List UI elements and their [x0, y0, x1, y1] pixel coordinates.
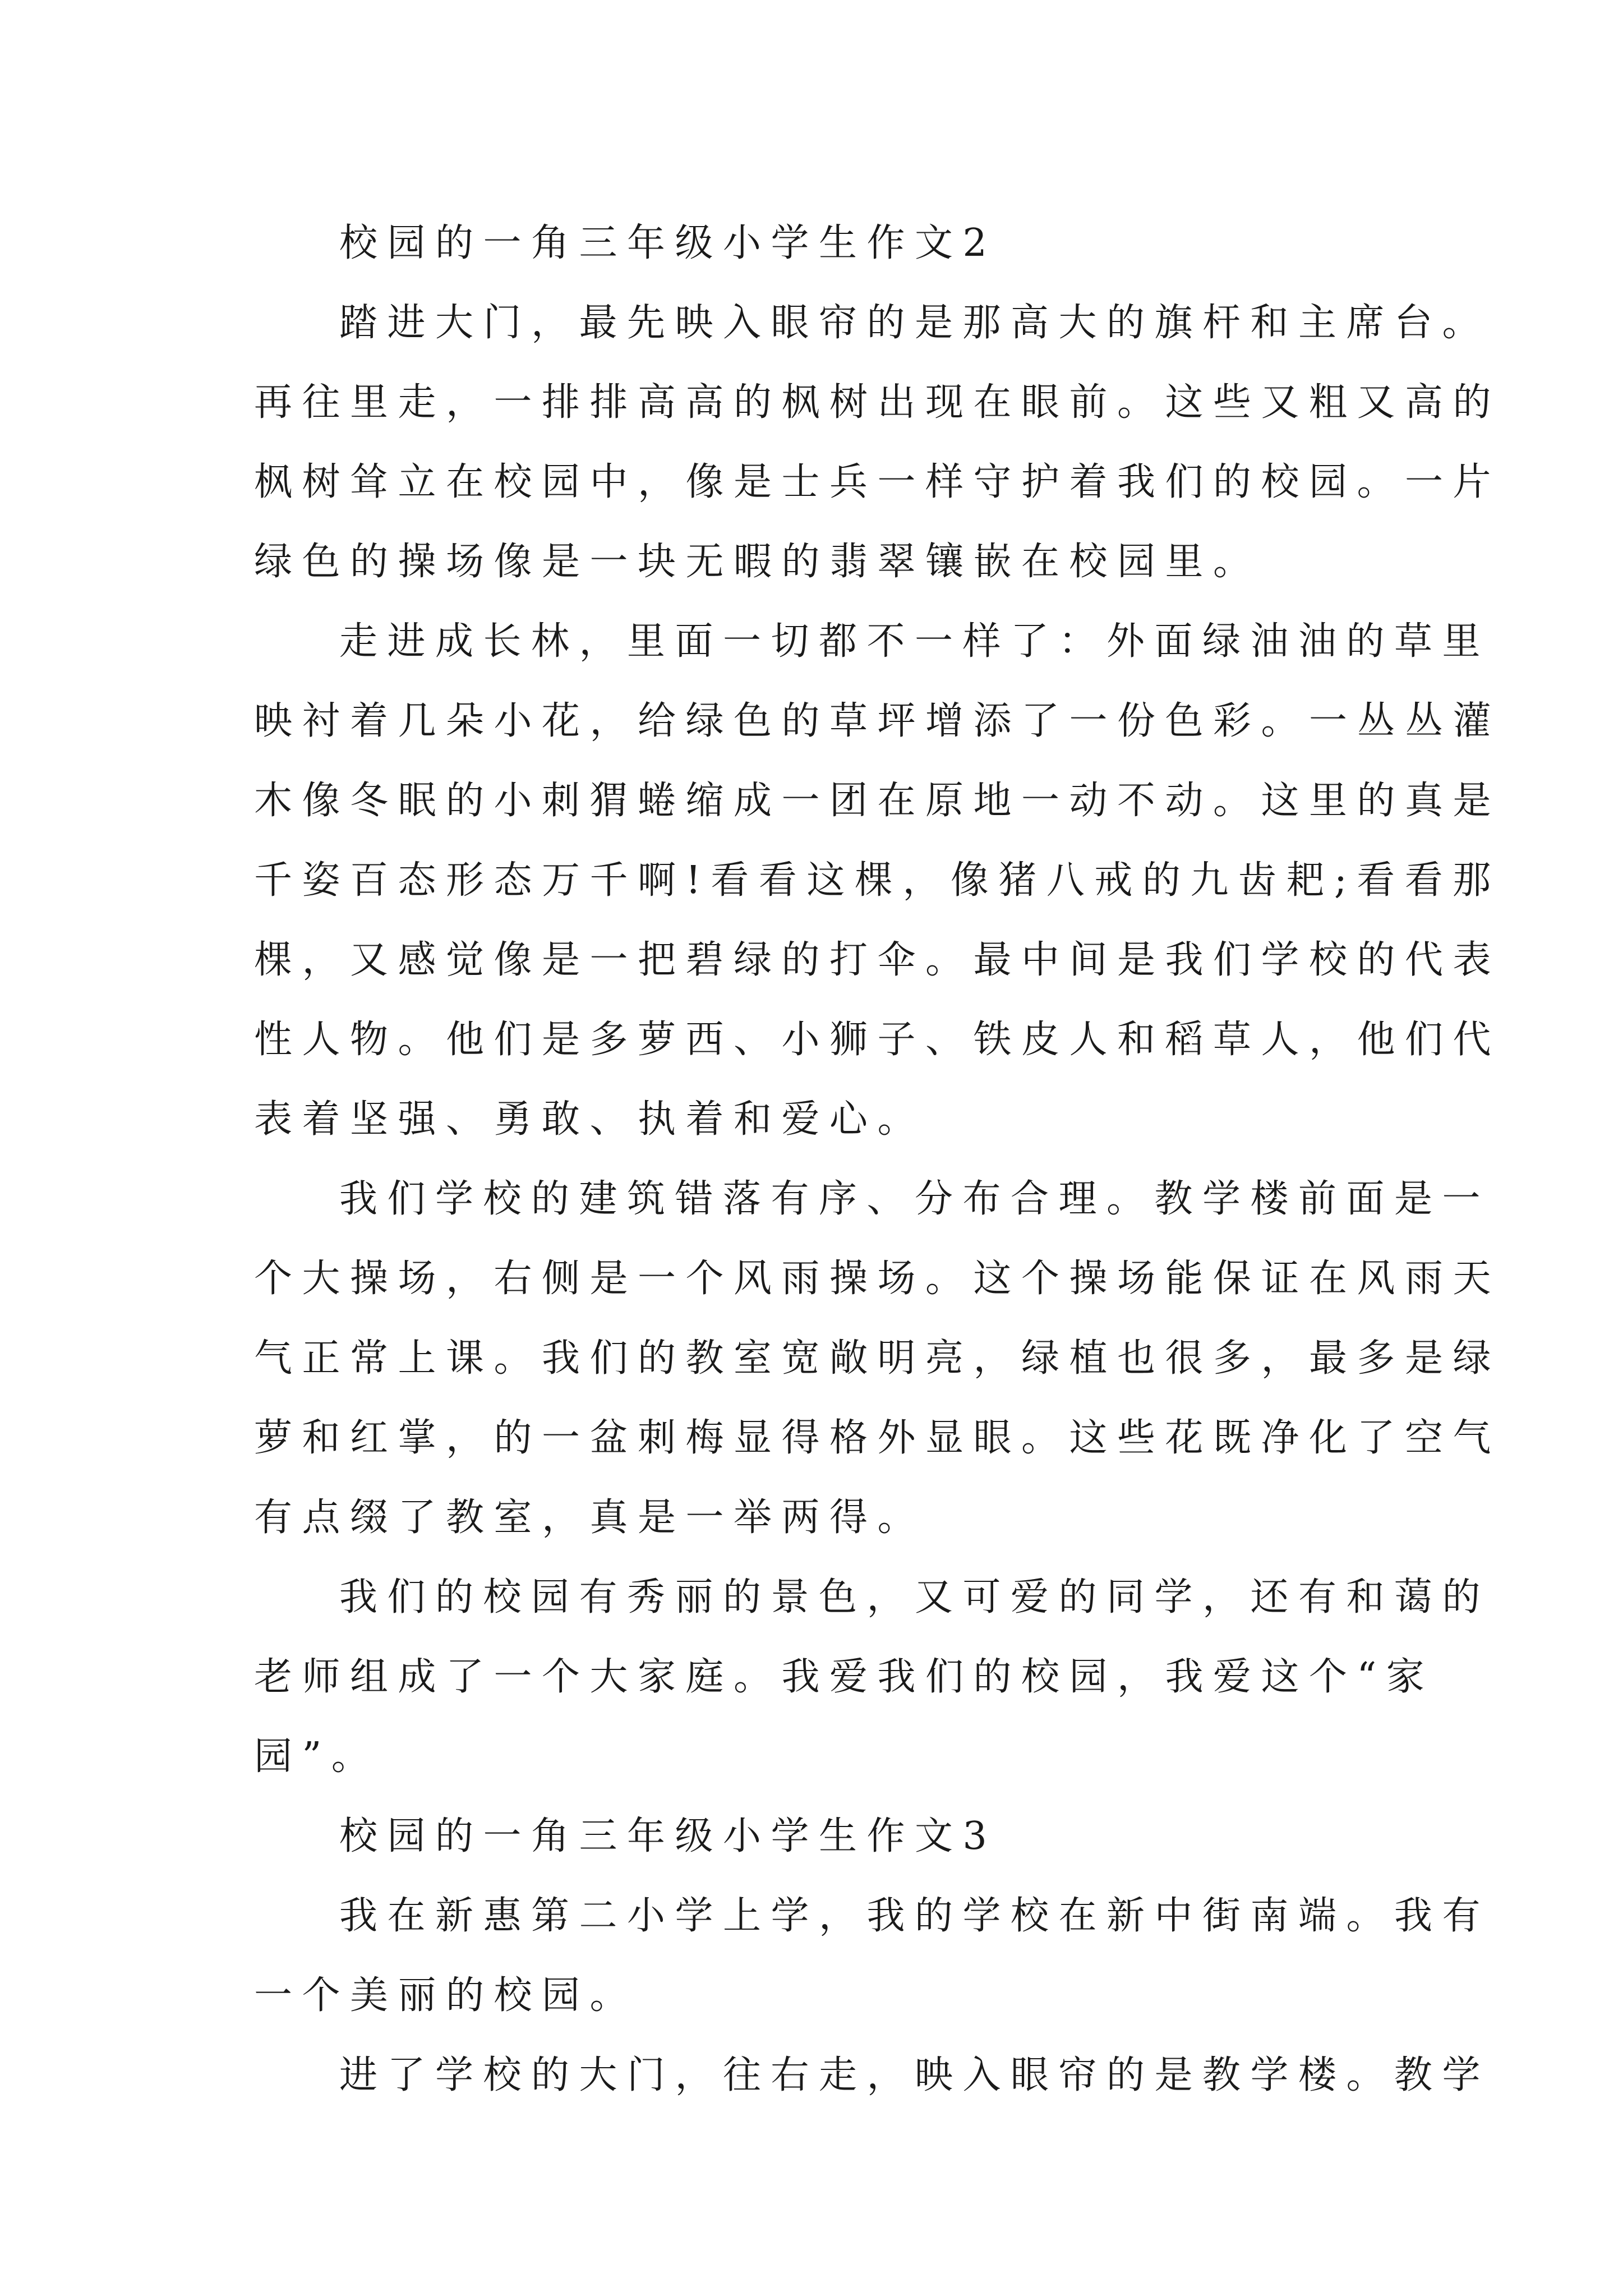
paragraph-line: 老师组成了一个大家庭。我爱我们的校园，我爱这个“家 [254, 1655, 1435, 1699]
essay-title: 校园的一角三年级小学生作文3 [339, 1814, 997, 1858]
paragraph-line: 再往里走，一排排高高的枫树出现在眼前。这些又粗又高的 [254, 380, 1501, 425]
paragraph-line: 萝和红掌，的一盆刺梅显得格外显眼。这些花既净化了空气 [254, 1416, 1501, 1460]
paragraph-line: 个大操场，右侧是一个风雨操场。这个操场能保证在风雨天 [254, 1257, 1501, 1301]
paragraph-line: 进了学校的大门，往右走，映入眼帘的是教学楼。教学 [339, 2053, 1491, 2097]
paragraph-line: 我们的校园有秀丽的景色，又可爱的同学，还有和蔼的 [339, 1575, 1491, 1619]
paragraph-line: 我在新惠第二小学上学，我的学校在新中街南端。我有 [339, 1894, 1491, 1938]
paragraph-line: 园”。 [254, 1734, 380, 1779]
essay-title: 校园的一角三年级小学生作文2 [339, 221, 997, 265]
paragraph-line: 木像冬眠的小刺猬蜷缩成一团在原地一动不动。这里的真是 [254, 779, 1501, 823]
paragraph-line: 千姿百态形态万千啊!看看这棵，像猪八戒的九齿耙;看看那 [254, 858, 1501, 903]
paragraph-line: 一个美丽的校园。 [254, 1973, 638, 2018]
paragraph-line: 性人物。他们是多萝西、小狮子、铁皮人和稻草人，他们代 [254, 1018, 1501, 1062]
paragraph-line: 表着坚强、勇敢、执着和爱心。 [254, 1097, 926, 1142]
paragraph-line: 映衬着几朵小花，给绿色的草坪增添了一份色彩。一丛丛灌 [254, 699, 1501, 743]
paragraph-line: 枫树耸立在校园中，像是士兵一样守护着我们的校园。一片 [254, 460, 1501, 504]
paragraph-line: 棵，又感觉像是一把碧绿的打伞。最中间是我们学校的代表 [254, 938, 1501, 982]
paragraph-line: 绿色的操场像是一块无暇的翡翠镶嵌在校园里。 [254, 540, 1261, 584]
paragraph-line: 走进成长林，里面一切都不一样了：外面绿油油的草里 [339, 619, 1491, 664]
paragraph-line: 气正常上课。我们的教室宽敞明亮，绿植也很多，最多是绿 [254, 1336, 1501, 1381]
paragraph-line: 踏进大门，最先映入眼帘的是那高大的旗杆和主席台。 [339, 301, 1491, 345]
paragraph-line: 有点缀了教室，真是一举两得。 [254, 1496, 926, 1540]
paragraph-line: 我们学校的建筑错落有序、分布合理。教学楼前面是一 [339, 1177, 1491, 1221]
